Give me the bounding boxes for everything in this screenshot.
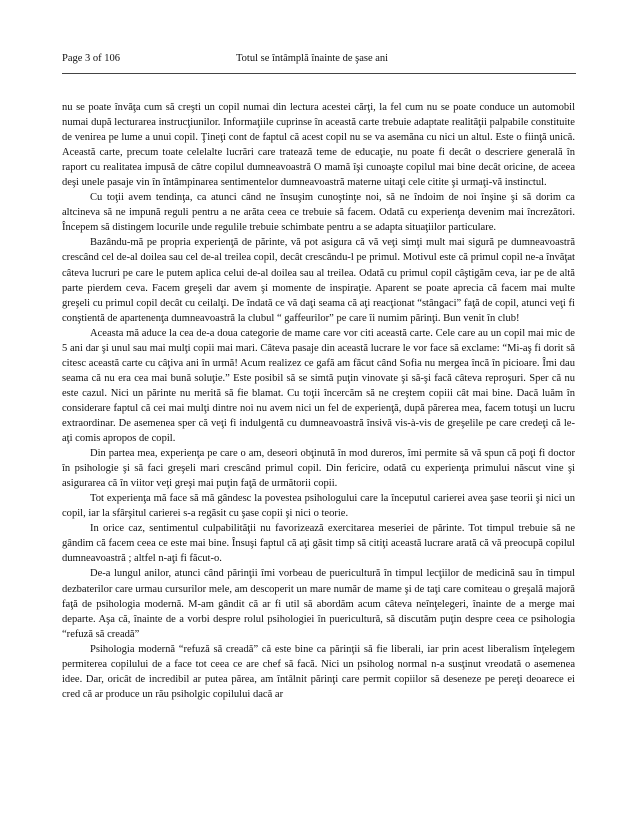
paragraph: Psihologia modernă “refuză să creadă” că este bine ca părinţii să fie liberali, iar prin acest liberalism înţelegem permiterea copilului de a face tot ceea ce are chef să facă. Nici un psiholog normal n-a susţinut vreodată o asemenea idee. Dar, oricât de incredibil ar putea părea, am întâlnit părinţi care permit copiilor să deseneze pe pereţi deoarece ei cred că ar produce un rău psiholgic copilului dacă ar — [62, 643, 575, 700]
paragraph: In orice caz, sentimentul culpabilităţii nu favorizează exercitarea meseriei de părinte. Tot timpul trebuie să ne gândim că facem ceea ce este mai bine. Însuşi faptul că aţi găsit timp să citiţi această lucrare arată că vă preocupă copilul dumneavoastră ; altfel n-aţi fi făcut-o. — [62, 523, 575, 565]
page-header — [62, 53, 576, 71]
header-rule — [62, 73, 576, 74]
paragraph: Tot experienţa mă face să mă gândesc la povestea psihologului care la începutul carierei avea şase teorii şi nici un copil, iar la sfârşitul carierei s-a regăsit cu şase copii şi nici o teorie. — [62, 493, 575, 520]
running-title: Totul se întâmplă înainte de şase ani — [236, 53, 389, 64]
page-number: Page 3 of 106 — [62, 53, 121, 64]
paragraph: Bazându-mă pe propria experienţă de părinte, vă pot asigura că vă veţi simţi mult mai sigură pe dumneavoastră crescând cel de-al doilea sau cel de-al treilea copil, decât crescându-l pe primul. Motivul este că primul copil ne-a învăţat câteva lucruri pe care le putem aplica celui de-al doilea sau al treilea. Odată cu primul copil câştigăm ceva, iar pe de altă parte pierdem ceva. Facem greşeli dar avem şi momente de inspiraţie. Aparent se poate aprecia că facem mai multe greşeli cu primul copil decât cu ceilalţi. De îndată ce vă daţi seama că aţi reacţionat “stângaci” faţă de copil, atunci veţi fi conştientă de apartenenţa dumneavoastră la clubul “ gaffeurilor” pe care îi numim părinţi. Bun venit în club! — [62, 237, 575, 324]
paragraph: Din partea mea, experienţa pe care o am, deseori obţinută în mod dureros, îmi permite să vă spun că poţi fi doctor în psihologie şi să faci greşeli mari crescând primul copil. Din fericire, odată cu experienţa primului născut vine şi asigurarea că în viitor veţi greşi mai puţin faţă de următorii copii. — [62, 448, 575, 490]
paragraph: nu se poate învăţa cum să creşti un copil numai din lectura acestei cărţi, la fel cum nu se poate conduce un automobil numai după lecturarea instrucţiunilor. Informaţiile cuprinse în această carte trebuie adaptate realităţii palpabile constituite de venirea pe lume a unui copil. Ţineţi cont de faptul că acest copil nu se va asemăna cu nici un altul. Este o fiinţă unică. Această carte, precum toate celelalte lucrări care tratează teme de educaţie, nu poate fi decât o descriere generală în raport cu realitatea impusă de către copilul dumneavoastră O mamă îşi cunoaşte copilul mai bine decât oricine, de aceea deşi unele pasaje vin în întâmpinarea sentimentelor dumneavoastră materne uitaţi cele citite şi urmaţi-vă instinctul. — [62, 102, 575, 189]
paragraph: De-a lungul anilor, atunci când părinţii îmi vorbeau de puericultură în timpul lecţiilor de medicină sau în timpul dezbaterilor care urmau cursurilor mele, am descoperit un mare număr de mame şi de taţi care comiteau o greşală majoră faţă de psihologia modernă. M-am gândit că ar fi util să abordăm acum câteva neînţelegeri, înainte de a merge mai departe. Aşa că, înainte de a vorbi despre rolul psihologiei în puericultură, să discutăm puţin despre ceea ce psihologia “refuză să creadă” — [62, 568, 575, 640]
paragraph: Aceasta mă aduce la cea de-a doua categorie de mame care vor citi această carte. Cele care au un copil mai mic de 5 ani dar şi unul sau mai mulţi copii mai mari. Câteva pasaje din această lucrare le vor face să exclame: “Mi-aş fi dorit să citesc această carte cu câţiva ani în urmă! Acum realizez ce gafă am făcut când Sofia nu mergea încă în picioare. Îmi dau seama că nu era cea mai bună soluţie.” Este posibil să se simtă puţin vinovate şi să-şi facă câteva reproşuri. Sper că nu este cazul. Nici un părinte nu merită să fie blamat. Cu toţii încercăm să ne creştem copiii cât mai bine. Dacă luăm în considerare faptul că cei mai mulţi dintre noi nu avem nici un fel de experienţă, după părerea mea, facem totuşi un lucru extraordinar. De asemenea sper că veţi fi indulgentă cu dumneavoastră însivă vis-à-vis de greşelile pe care credeţi că le-aţi comis apropos de copil. — [62, 327, 575, 445]
document-body — [62, 100, 575, 702]
paragraph: Cu toţii avem tendinţa, ca atunci când ne însuşim cunoştinţe noi, să ne îndoim de noi înşine şi să dorim ca altcineva să ne impună reguli pentru a ne arăta ceea ce trebuie să facem. Odată cu experienţa devenim mai încrezători. Începem să distingem locurile unde regulile trebuie schimbate pentru a se adapta situaţiilor particulare. — [62, 192, 575, 234]
